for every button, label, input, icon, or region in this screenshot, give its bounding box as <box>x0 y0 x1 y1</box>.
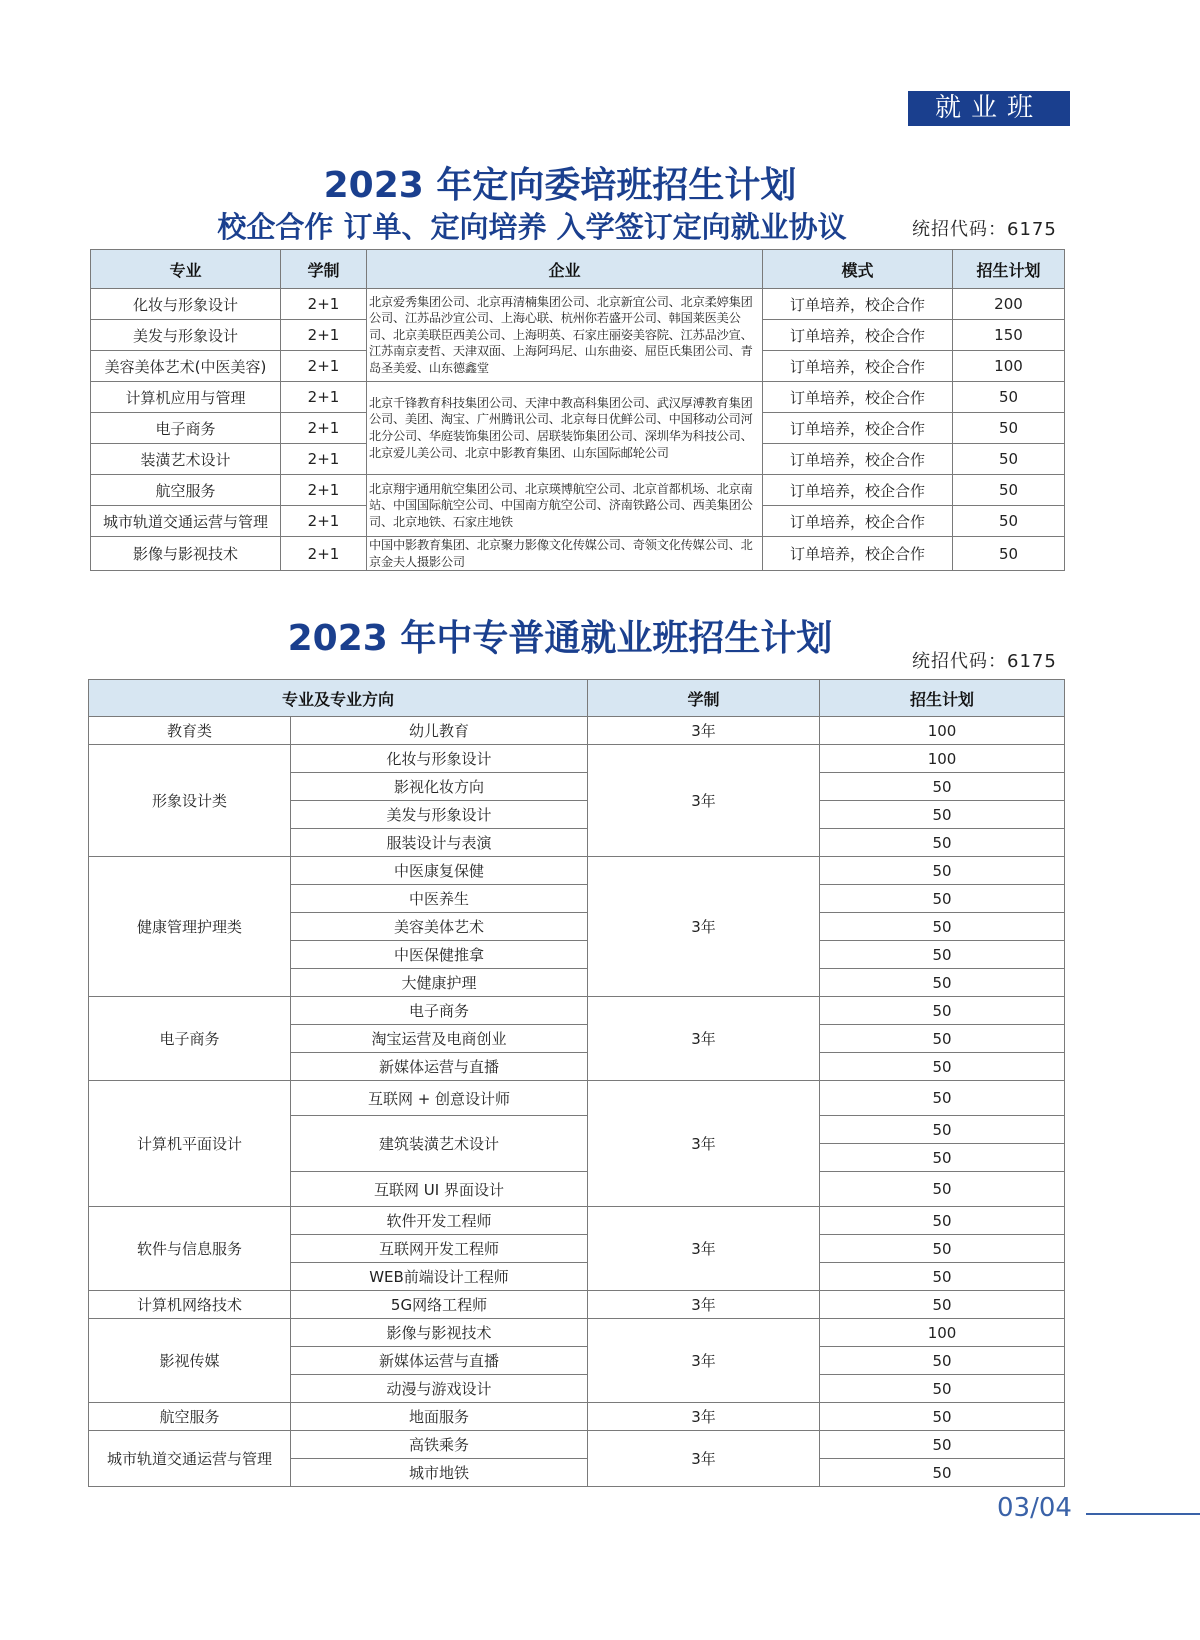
plan-cell: 50 <box>820 997 1065 1025</box>
mode-cell: 订单培养，校企合作 <box>763 320 953 351</box>
plan-cell: 50 <box>820 1116 1065 1144</box>
category-cell: 计算机平面设计 <box>89 1081 291 1207</box>
category-cell: 计算机网络技术 <box>89 1291 291 1319</box>
major-cell: 城市轨道交通运营与管理 <box>91 506 281 537</box>
table-row <box>89 1291 1065 1319</box>
direction-cell: 新媒体运营与直播 <box>291 1053 588 1081</box>
table2-code: 统招代码：6175 <box>912 651 1057 672</box>
table-row <box>89 717 1065 745</box>
table1-title: 2023 年定向委培班招生计划 <box>323 165 797 206</box>
direction-cell: 新媒体运营与直播 <box>291 1347 588 1375</box>
category-cell: 航空服务 <box>89 1403 291 1431</box>
plan-cell: 50 <box>820 1172 1065 1207</box>
direction-cell: 电子商务 <box>291 997 588 1025</box>
table-row <box>91 537 1065 571</box>
enterprise-cell: 北京翔宇通用航空集团公司、北京瑛博航空公司、北京首都机场、北京南站、中国国际航空公司、中国南方航空公司、济南铁路公司、西美集团公司、北京地铁、石家庄地铁 <box>367 475 763 537</box>
category-cell: 影视传媒 <box>89 1319 291 1403</box>
plan-cell: 50 <box>820 1144 1065 1172</box>
plan-cell: 50 <box>820 857 1065 885</box>
years-cell: 2+1 <box>281 506 367 537</box>
direction-cell: 互联网开发工程师 <box>291 1235 588 1263</box>
direction-cell: 城市地铁 <box>291 1459 588 1487</box>
regular-employment-table <box>88 679 1065 1487</box>
page-number-rule <box>1086 1513 1200 1515</box>
page-number: 03/04 <box>997 1493 1072 1523</box>
major-cell: 计算机应用与管理 <box>91 382 281 413</box>
direction-cell: 高铁乘务 <box>291 1431 588 1459</box>
table-row <box>89 745 1065 773</box>
plan-cell: 50 <box>820 1053 1065 1081</box>
mode-cell: 订单培养，校企合作 <box>763 413 953 444</box>
category-cell: 教育类 <box>89 717 291 745</box>
mode-cell: 订单培养，校企合作 <box>763 444 953 475</box>
table-row <box>89 857 1065 885</box>
mode-cell: 订单培养，校企合作 <box>763 289 953 320</box>
plan-cell: 50 <box>820 1207 1065 1235</box>
plan-cell: 50 <box>820 1347 1065 1375</box>
plan-cell: 50 <box>820 885 1065 913</box>
table-header-row <box>89 680 1065 717</box>
direction-cell: 软件开发工程师 <box>291 1207 588 1235</box>
plan-cell: 50 <box>820 1263 1065 1291</box>
direction-cell: 美发与形象设计 <box>291 801 588 829</box>
years-cell: 3年 <box>588 1207 820 1291</box>
mode-cell: 订单培养，校企合作 <box>763 537 953 571</box>
direction-cell: 幼儿教育 <box>291 717 588 745</box>
table-row <box>89 1431 1065 1459</box>
years-cell: 2+1 <box>281 289 367 320</box>
plan-cell: 50 <box>820 1459 1065 1487</box>
category-cell: 健康管理护理类 <box>89 857 291 997</box>
direction-cell: 5G网络工程师 <box>291 1291 588 1319</box>
table2-title: 2023 年中专普通就业班招生计划 <box>287 618 833 659</box>
plan-cell: 50 <box>953 444 1065 475</box>
plan-cell: 50 <box>820 829 1065 857</box>
years-cell: 2+1 <box>281 444 367 475</box>
direction-cell: 美容美体艺术 <box>291 913 588 941</box>
major-cell: 美发与形象设计 <box>91 320 281 351</box>
years-cell: 3年 <box>588 717 820 745</box>
table-row <box>91 475 1065 506</box>
table-row <box>89 1207 1065 1235</box>
plan-cell: 100 <box>820 1319 1065 1347</box>
enterprise-cell: 中国中影教育集团、北京聚力影像文化传媒公司、奇领文化传媒公司、北京金夫人摄影公司 <box>367 537 763 571</box>
direction-cell: 互联网 + 创意设计师 <box>291 1081 588 1116</box>
direction-cell: 地面服务 <box>291 1403 588 1431</box>
direction-cell: 互联网 UI 界面设计 <box>291 1172 588 1207</box>
category-cell: 软件与信息服务 <box>89 1207 291 1291</box>
plan-cell: 50 <box>820 969 1065 997</box>
enterprise-cell: 北京千锋教育科技集团公司、天津中教高科集团公司、武汉厚溥教育集团公司、美团、淘宝、广州腾讯公司、北京每日优鲜公司、中国移动公司河北分公司、华庭装饰集团公司、居联装饰集团公司、深圳华为科技公司、北京爱儿美公司、北京中影教育集团、山东国际邮轮公司 <box>367 382 763 475</box>
plan-cell: 100 <box>953 351 1065 382</box>
plan-cell: 50 <box>820 1025 1065 1053</box>
table-row <box>89 997 1065 1025</box>
category-cell: 形象设计类 <box>89 745 291 857</box>
table-row <box>91 382 1065 413</box>
plan-cell: 50 <box>820 1403 1065 1431</box>
category-cell: 电子商务 <box>89 997 291 1081</box>
major-cell: 化妆与形象设计 <box>91 289 281 320</box>
header-cell: 专业 <box>91 250 281 289</box>
plan-cell: 100 <box>820 745 1065 773</box>
major-cell: 航空服务 <box>91 475 281 506</box>
plan-cell: 50 <box>953 537 1065 571</box>
plan-cell: 50 <box>820 941 1065 969</box>
direction-cell: 化妆与形象设计 <box>291 745 588 773</box>
plan-cell: 50 <box>820 773 1065 801</box>
header-cell: 学制 <box>281 250 367 289</box>
plan-cell: 50 <box>953 475 1065 506</box>
table-row <box>89 1403 1065 1431</box>
major-cell: 装潢艺术设计 <box>91 444 281 475</box>
years-cell: 3年 <box>588 1319 820 1403</box>
years-cell: 2+1 <box>281 475 367 506</box>
years-cell: 3年 <box>588 857 820 997</box>
direction-cell: 中医养生 <box>291 885 588 913</box>
direction-cell: 大健康护理 <box>291 969 588 997</box>
plan-cell: 50 <box>820 1291 1065 1319</box>
header-cell: 专业及专业方向 <box>89 680 588 717</box>
years-cell: 3年 <box>588 1291 820 1319</box>
table-row <box>91 289 1065 320</box>
enterprise-cell: 北京爱秀集团公司、北京再清楠集团公司、北京新宜公司、北京柔婷集团公司、江苏品沙宣公司、上海心联、杭州你若盛开公司、韩国莱医美公司、北京美联臣西美公司、上海明英、石家庄丽姿美容院、江苏品沙宣、江苏南京麦哲、天津双面、上海阿玛尼、山东曲姿、屈臣氏集团公司、青岛圣美爱、山东德鑫堂 <box>367 289 763 382</box>
plan-cell: 50 <box>953 413 1065 444</box>
plan-cell: 50 <box>953 506 1065 537</box>
table-header-row <box>91 250 1065 289</box>
years-cell: 2+1 <box>281 382 367 413</box>
header-cell: 招生计划 <box>953 250 1065 289</box>
table1-code: 统招代码：6175 <box>912 219 1057 240</box>
plan-cell: 50 <box>820 1431 1065 1459</box>
plan-cell: 50 <box>820 913 1065 941</box>
table-row <box>89 1319 1065 1347</box>
years-cell: 3年 <box>588 1431 820 1487</box>
major-cell: 影像与影视技术 <box>91 537 281 571</box>
major-cell: 美容美体艺术(中医美容) <box>91 351 281 382</box>
mode-cell: 订单培养，校企合作 <box>763 382 953 413</box>
major-cell: 电子商务 <box>91 413 281 444</box>
years-cell: 2+1 <box>281 413 367 444</box>
header-cell: 学制 <box>588 680 820 717</box>
years-cell: 3年 <box>588 745 820 857</box>
direction-cell: 中医康复保健 <box>291 857 588 885</box>
plan-cell: 50 <box>820 1235 1065 1263</box>
table1-subtitle: 校企合作 订单、定向培养 入学签订定向就业协议 <box>217 210 847 244</box>
mode-cell: 订单培养，校企合作 <box>763 506 953 537</box>
mode-cell: 订单培养，校企合作 <box>763 351 953 382</box>
direction-cell: 服装设计与表演 <box>291 829 588 857</box>
mode-cell: 订单培养，校企合作 <box>763 475 953 506</box>
years-cell: 2+1 <box>281 320 367 351</box>
years-cell: 2+1 <box>281 537 367 571</box>
direction-cell: 淘宝运营及电商创业 <box>291 1025 588 1053</box>
plan-cell: 50 <box>820 1375 1065 1403</box>
plan-cell: 100 <box>820 717 1065 745</box>
direction-cell: 动漫与游戏设计 <box>291 1375 588 1403</box>
years-cell: 3年 <box>588 1081 820 1207</box>
section-tag: 就业班 <box>908 91 1070 126</box>
direction-cell: 影像与影视技术 <box>291 1319 588 1347</box>
years-cell: 3年 <box>588 997 820 1081</box>
direction-cell: 建筑装潢艺术设计 <box>291 1116 588 1172</box>
plan-cell: 50 <box>820 801 1065 829</box>
plan-cell: 150 <box>953 320 1065 351</box>
direction-cell: WEB前端设计工程师 <box>291 1263 588 1291</box>
direction-cell: 影视化妆方向 <box>291 773 588 801</box>
header-cell: 企业 <box>367 250 763 289</box>
years-cell: 2+1 <box>281 351 367 382</box>
plan-cell: 200 <box>953 289 1065 320</box>
category-cell: 城市轨道交通运营与管理 <box>89 1431 291 1487</box>
header-cell: 招生计划 <box>820 680 1065 717</box>
direction-cell: 中医保健推拿 <box>291 941 588 969</box>
plan-cell: 50 <box>953 382 1065 413</box>
years-cell: 3年 <box>588 1403 820 1431</box>
table-row <box>89 1081 1065 1116</box>
plan-cell: 50 <box>820 1081 1065 1116</box>
header-cell: 模式 <box>763 250 953 289</box>
directed-training-table <box>90 249 1065 571</box>
